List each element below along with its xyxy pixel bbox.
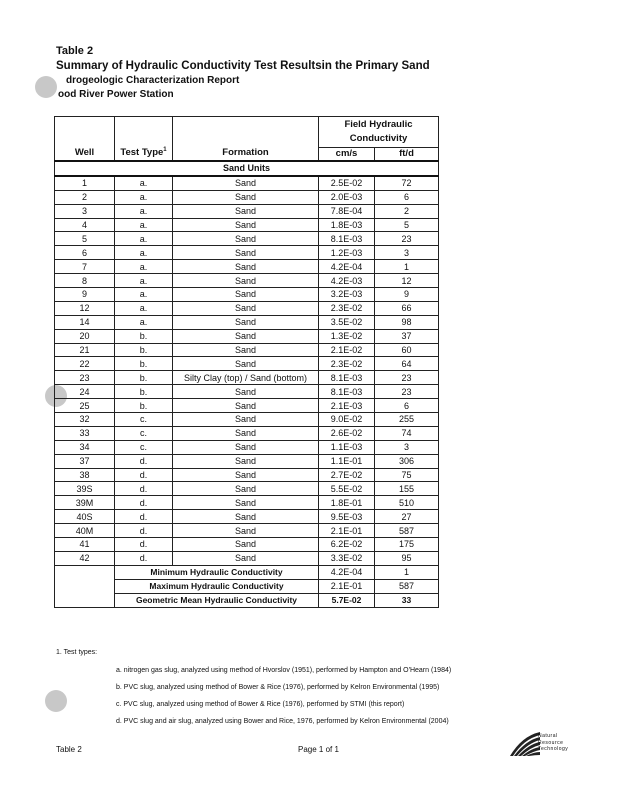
cell-formation: Sand <box>173 538 319 552</box>
cell-ftd: 9 <box>375 288 439 302</box>
cell-ftd: 587 <box>375 524 439 538</box>
cell-formation: Sand <box>173 204 319 218</box>
table-row <box>55 440 439 454</box>
table-row <box>55 482 439 496</box>
cell-well: 38 <box>55 468 115 482</box>
cell-formation: Sand <box>173 399 319 413</box>
cell-test-type: d. <box>115 524 173 538</box>
cell-ftd: 12 <box>375 274 439 288</box>
cell-ftd: 23 <box>375 371 439 385</box>
summary-cms: 2.1E-01 <box>319 579 375 593</box>
cell-cms: 9.5E-03 <box>319 510 375 524</box>
cell-formation: Sand <box>173 315 319 329</box>
table-row <box>55 426 439 440</box>
cell-well: 34 <box>55 440 115 454</box>
table-row <box>55 315 439 329</box>
note-item: d. PVC slug and air slug, analyzed using Bower and Rice, 1976, performed by Kelron Environmental (2004) <box>116 718 449 725</box>
cell-formation: Sand <box>173 232 319 246</box>
cell-test-type: a. <box>115 260 173 274</box>
cell-test-type: a. <box>115 176 173 190</box>
table-row <box>55 176 439 190</box>
document-header <box>56 44 430 102</box>
cell-formation: Sand <box>173 413 319 427</box>
notes <box>56 644 451 730</box>
table-row <box>55 260 439 274</box>
logo-line-1: Natural <box>538 733 558 739</box>
cell-formation: Sand <box>173 385 319 399</box>
cell-formation: Silty Clay (top) / Sand (bottom) <box>173 371 319 385</box>
table-row <box>55 524 439 538</box>
cell-test-type: b. <box>115 399 173 413</box>
cell-test-type: a. <box>115 274 173 288</box>
cell-well: 32 <box>55 413 115 427</box>
cell-test-type: b. <box>115 385 173 399</box>
cell-formation: Sand <box>173 482 319 496</box>
cell-ftd: 27 <box>375 510 439 524</box>
cell-test-type: a. <box>115 190 173 204</box>
cell-formation: Sand <box>173 329 319 343</box>
table-row <box>55 329 439 343</box>
cell-well: 5 <box>55 232 115 246</box>
table-row <box>55 274 439 288</box>
cell-well: 1 <box>55 176 115 190</box>
cell-test-type: b. <box>115 371 173 385</box>
note-item: c. PVC slug, analyzed using method of Bower & Rice (1976), performed by STMI (this report) <box>116 701 405 708</box>
cell-well: 7 <box>55 260 115 274</box>
summary-row <box>55 565 439 579</box>
cell-formation: Sand <box>173 176 319 190</box>
cell-well: 6 <box>55 246 115 260</box>
col-header-formation: Formation <box>173 117 319 162</box>
cell-cms: 2.1E-02 <box>319 343 375 357</box>
cell-well: 2 <box>55 190 115 204</box>
cell-ftd: 3 <box>375 440 439 454</box>
table-row <box>55 454 439 468</box>
cell-formation: Sand <box>173 496 319 510</box>
cell-cms: 2.3E-02 <box>319 357 375 371</box>
cell-cms: 1.8E-03 <box>319 218 375 232</box>
station-subtitle: ood River Power Station <box>58 89 174 100</box>
table-row <box>55 399 439 413</box>
table-row <box>55 551 439 565</box>
table-row <box>55 413 439 427</box>
cell-test-type: a. <box>115 204 173 218</box>
summary-blank-cell <box>55 565 115 607</box>
cell-formation: Sand <box>173 274 319 288</box>
cell-ftd: 175 <box>375 538 439 552</box>
cell-ftd: 510 <box>375 496 439 510</box>
cell-test-type: c. <box>115 440 173 454</box>
table-row <box>55 538 439 552</box>
cell-cms: 2.3E-02 <box>319 301 375 315</box>
cell-cms: 2.1E-03 <box>319 399 375 413</box>
cell-formation: Sand <box>173 301 319 315</box>
cell-well: 41 <box>55 538 115 552</box>
cell-well: 21 <box>55 343 115 357</box>
cell-test-type: d. <box>115 468 173 482</box>
cell-ftd: 72 <box>375 176 439 190</box>
cell-well: 22 <box>55 357 115 371</box>
report-subtitle: drogeologic Characterization Report <box>66 75 240 86</box>
cell-test-type: d. <box>115 510 173 524</box>
cell-cms: 4.2E-03 <box>319 274 375 288</box>
cell-test-type: c. <box>115 413 173 427</box>
cell-cms: 1.1E-03 <box>319 440 375 454</box>
cell-cms: 5.5E-02 <box>319 482 375 496</box>
cell-ftd: 3 <box>375 246 439 260</box>
table-row <box>55 218 439 232</box>
cell-cms: 1.1E-01 <box>319 454 375 468</box>
footer-page-number: Page 1 of 1 <box>298 745 339 754</box>
table-row <box>55 288 439 302</box>
cell-ftd: 2 <box>375 204 439 218</box>
cell-ftd: 37 <box>375 329 439 343</box>
cell-well: 33 <box>55 426 115 440</box>
conductivity-table <box>54 116 439 608</box>
cell-formation: Sand <box>173 260 319 274</box>
cell-formation: Sand <box>173 343 319 357</box>
cell-cms: 2.0E-03 <box>319 190 375 204</box>
cell-ftd: 64 <box>375 357 439 371</box>
cell-well: 24 <box>55 385 115 399</box>
cell-cms: 4.2E-04 <box>319 260 375 274</box>
cell-well: 39S <box>55 482 115 496</box>
table-row <box>55 343 439 357</box>
logo-line-2: Resource <box>538 739 564 746</box>
cell-well: 40S <box>55 510 115 524</box>
cell-test-type: d. <box>115 482 173 496</box>
cell-test-type: b. <box>115 357 173 371</box>
cell-cms: 7.8E-04 <box>319 204 375 218</box>
note-item: b. PVC slug, analyzed using method of Bower & Rice (1976), performed by Kelron Environmental (1995) <box>116 684 440 691</box>
cell-formation: Sand <box>173 426 319 440</box>
cell-ftd: 6 <box>375 190 439 204</box>
cell-well: 4 <box>55 218 115 232</box>
footer-table-label: Table 2 <box>56 745 82 754</box>
cell-ftd: 75 <box>375 468 439 482</box>
table-row <box>55 371 439 385</box>
cell-test-type: b. <box>115 343 173 357</box>
cell-cms: 8.1E-03 <box>319 385 375 399</box>
col-header-cms: cm/s <box>319 148 375 162</box>
cell-ftd: 23 <box>375 232 439 246</box>
cell-test-type: a. <box>115 315 173 329</box>
cell-cms: 8.1E-03 <box>319 371 375 385</box>
cell-ftd: 5 <box>375 218 439 232</box>
table-label: Table 2 <box>56 45 94 57</box>
cell-cms: 3.2E-03 <box>319 288 375 302</box>
cell-cms: 2.5E-02 <box>319 176 375 190</box>
col-header-ftd: ft/d <box>375 148 439 162</box>
cell-well: 37 <box>55 454 115 468</box>
summary-label: Maximum Hydraulic Conductivity <box>115 579 319 593</box>
cell-test-type: a. <box>115 218 173 232</box>
cell-cms: 1.8E-01 <box>319 496 375 510</box>
summary-ftd: 1 <box>375 565 439 579</box>
cell-well: 3 <box>55 204 115 218</box>
cell-well: 8 <box>55 274 115 288</box>
cell-formation: Sand <box>173 468 319 482</box>
cell-well: 20 <box>55 329 115 343</box>
col-header-well: Well <box>55 117 115 162</box>
cell-test-type: d. <box>115 551 173 565</box>
cell-ftd: 155 <box>375 482 439 496</box>
table-row <box>55 232 439 246</box>
table-row <box>55 468 439 482</box>
cell-cms: 2.1E-01 <box>319 524 375 538</box>
cell-test-type: d. <box>115 496 173 510</box>
cell-ftd: 66 <box>375 301 439 315</box>
cell-test-type: c. <box>115 426 173 440</box>
cell-ftd: 98 <box>375 315 439 329</box>
cell-ftd: 1 <box>375 260 439 274</box>
cell-ftd: 74 <box>375 426 439 440</box>
cell-cms: 2.6E-02 <box>319 426 375 440</box>
summary-cms: 4.2E-04 <box>319 565 375 579</box>
cell-ftd: 255 <box>375 413 439 427</box>
cell-well: 12 <box>55 301 115 315</box>
logo-line-3: Technology <box>538 746 569 752</box>
cell-test-type: a. <box>115 246 173 260</box>
cell-cms: 2.7E-02 <box>319 468 375 482</box>
cell-formation: Sand <box>173 218 319 232</box>
table-row <box>55 496 439 510</box>
cell-cms: 1.2E-03 <box>319 246 375 260</box>
cell-ftd: 60 <box>375 343 439 357</box>
cell-formation: Sand <box>173 510 319 524</box>
cell-well: 14 <box>55 315 115 329</box>
cell-test-type: a. <box>115 232 173 246</box>
table-row <box>55 190 439 204</box>
cell-formation: Sand <box>173 288 319 302</box>
cell-test-type: d. <box>115 454 173 468</box>
cell-well: 42 <box>55 551 115 565</box>
notes-heading: 1. Test types: <box>56 649 98 656</box>
cell-ftd: 6 <box>375 399 439 413</box>
punch-hole-top <box>35 76 57 98</box>
cell-well: 23 <box>55 371 115 385</box>
cell-well: 39M <box>55 496 115 510</box>
cell-ftd: 23 <box>375 385 439 399</box>
cell-formation: Sand <box>173 246 319 260</box>
cell-well: 9 <box>55 288 115 302</box>
table-row <box>55 246 439 260</box>
table-row <box>55 301 439 315</box>
cell-cms: 3.5E-02 <box>319 315 375 329</box>
summary-ftd: 33 <box>375 593 439 607</box>
cell-formation: Sand <box>173 357 319 371</box>
cell-ftd: 95 <box>375 551 439 565</box>
logo-text <box>538 733 568 753</box>
cell-well: 40M <box>55 524 115 538</box>
summary-label: Minimum Hydraulic Conductivity <box>115 565 319 579</box>
table-title: Summary of Hydraulic Conductivity Test Resultsin the Primary Sand <box>56 60 430 72</box>
cell-test-type: a. <box>115 288 173 302</box>
cell-ftd: 306 <box>375 454 439 468</box>
cell-cms: 8.1E-03 <box>319 232 375 246</box>
summary-ftd: 587 <box>375 579 439 593</box>
cell-well: 25 <box>55 399 115 413</box>
table-row <box>55 510 439 524</box>
cell-formation: Sand <box>173 551 319 565</box>
cell-formation: Sand <box>173 454 319 468</box>
table-row <box>55 357 439 371</box>
table-row <box>55 204 439 218</box>
cell-test-type: b. <box>115 329 173 343</box>
table-row <box>55 385 439 399</box>
col-header-field-conductivity: Field Hydraulic Conductivity <box>319 117 439 148</box>
cell-formation: Sand <box>173 524 319 538</box>
cell-formation: Sand <box>173 190 319 204</box>
section-label: Sand Units <box>55 161 439 176</box>
cell-test-type: d. <box>115 538 173 552</box>
cell-cms: 6.2E-02 <box>319 538 375 552</box>
summary-label: Geometric Mean Hydraulic Conductivity <box>115 593 319 607</box>
cell-cms: 3.3E-02 <box>319 551 375 565</box>
cell-formation: Sand <box>173 440 319 454</box>
col-header-test-type: Test Type$^1$ <box>115 117 173 162</box>
note-item: a. nitrogen gas slug, analyzed using method of Hvorslov (1951), performed by Hampton and O'Hearn (1984) <box>116 667 452 674</box>
cell-cms: 1.3E-02 <box>319 329 375 343</box>
summary-cms: 5.7E-02 <box>319 593 375 607</box>
cell-cms: 9.0E-02 <box>319 413 375 427</box>
cell-test-type: a. <box>115 301 173 315</box>
